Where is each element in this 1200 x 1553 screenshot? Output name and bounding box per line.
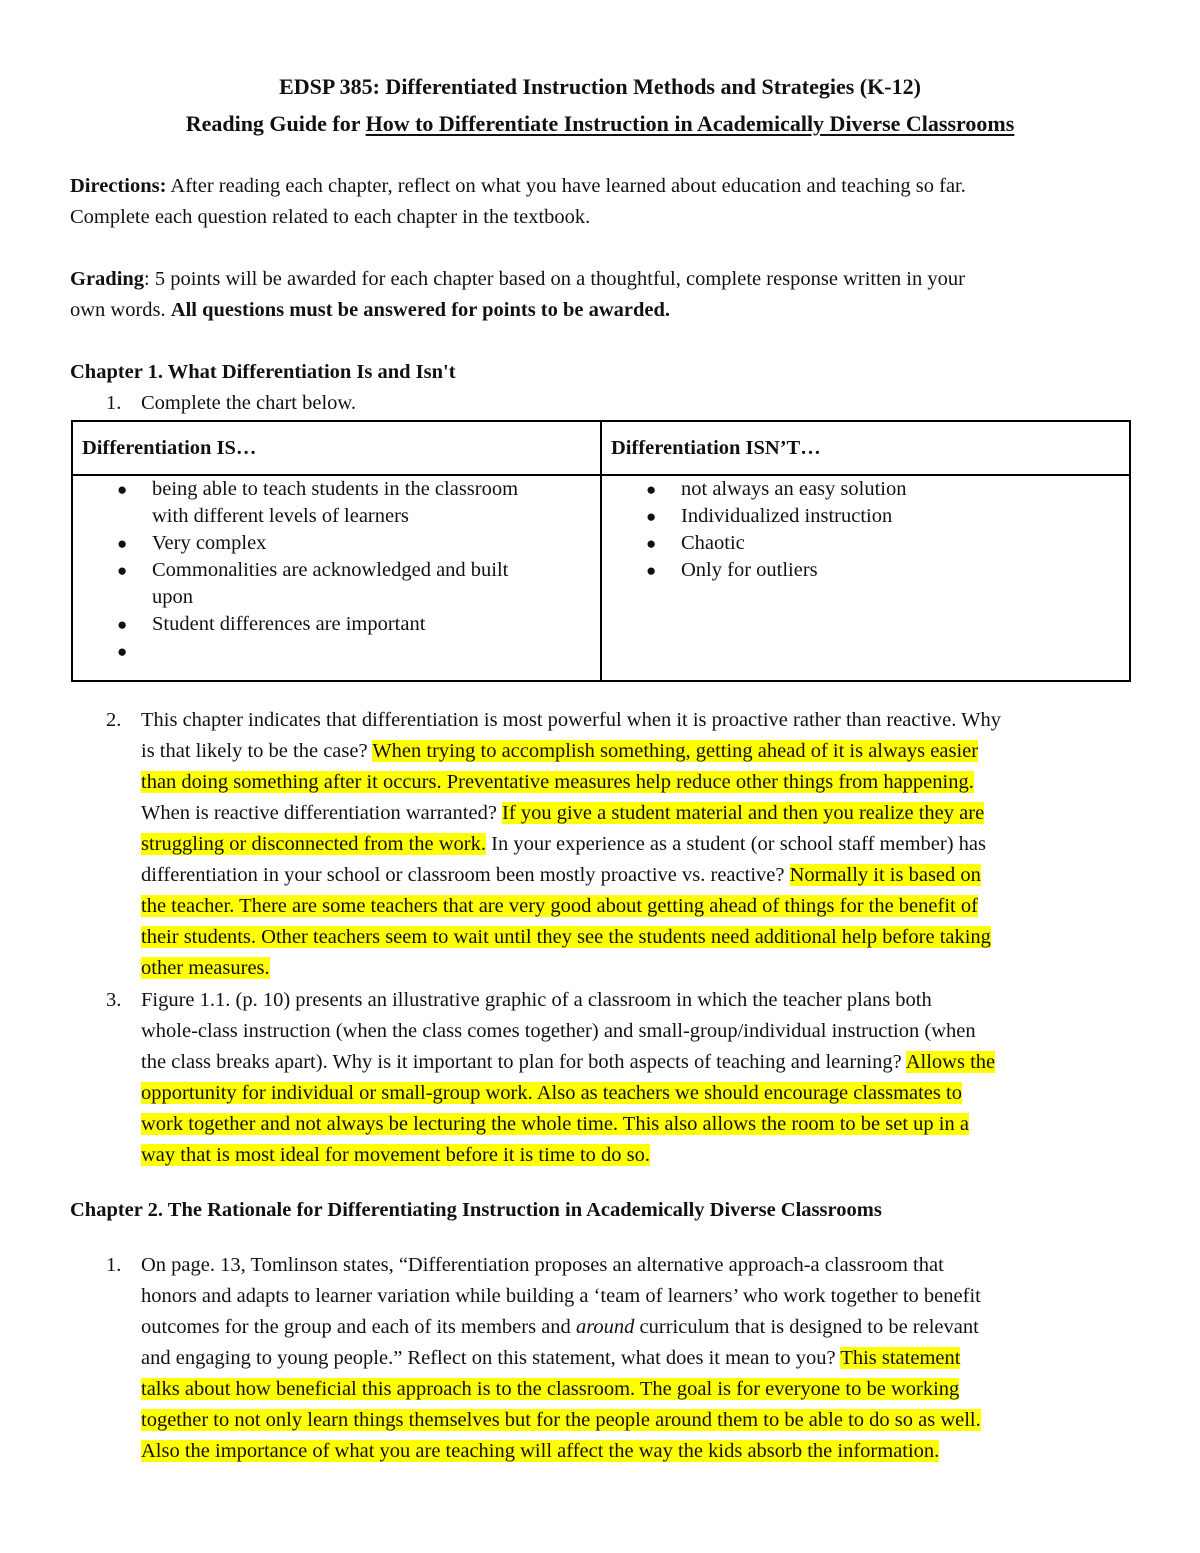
list-item: ● Student differences are important (73, 611, 573, 638)
ch1-q3-line: the class breaks apart). Why is it important to plan for both aspects of teaching and learning? Allows the (141, 1051, 996, 1073)
answer-highlight: This statement (840, 1347, 961, 1369)
ch1-q2-line: is that likely to be the case? When trying to accomplish something, getting ahead of it is always easier (141, 740, 979, 762)
ch1-q2-number: 2. (106, 709, 122, 731)
ch2-q1-line: and engaging to young people.” Reflect on this statement, what does it mean to you? This statement (141, 1347, 961, 1369)
answer-highlight: than doing something after it occurs. Preventative measures help reduce other things from happening. (141, 771, 974, 793)
ch1-q2-line: differentiation in your school or classroom been mostly proactive vs. reactive? Normally it is based on (141, 864, 981, 886)
answer-highlight: If you give a student material and then you realize they are (502, 802, 985, 824)
ch2-q1-line: On page. 13, Tomlinson states, “Differentiation proposes an alternative approach-a classroom that (141, 1254, 944, 1276)
answer-highlight: other measures. (141, 957, 270, 979)
directions-text-1: After reading each chapter, reflect on what you have learned about education and teaching so far. (166, 175, 966, 197)
bullet-icon: ● (117, 534, 128, 553)
ch1-q2-line (141, 922, 1141, 953)
ch2-q1-line: outcomes for the group and each of its members and around curriculum that is designed to be relevant (141, 1316, 979, 1338)
list-item: ● Commonalities are acknowledged and built upon (117, 559, 509, 608)
ch2-q1-line (141, 1405, 1141, 1436)
ch1-q1-number: 1. (106, 392, 122, 414)
ch1-q3-line (141, 1109, 1141, 1140)
answer-highlight: Normally it is based on (789, 864, 981, 886)
bullet-icon: ● (117, 561, 128, 580)
grading-line-1 (70, 264, 1140, 295)
list-item: ● Individualized instruction (602, 503, 1129, 530)
list-item: ● Only for outliers (602, 557, 1129, 584)
directions-line-2: Complete each question related to each chapter in the textbook. (70, 206, 591, 228)
list-item: ● not always an easy solution (602, 476, 1129, 503)
directions-line-1 (70, 171, 1140, 202)
reading-guide-title (0, 106, 1200, 142)
bullet-icon: ● (117, 480, 128, 499)
ch1-q3-line (141, 1140, 1141, 1171)
ch2-q1-line: honors and adapts to learner variation while building a ‘team of learners’ who work together to benefit (141, 1285, 981, 1307)
isnt-list (602, 476, 1129, 584)
chart-header-isnt: Differentiation ISN’T… (601, 421, 1130, 475)
chart-header-is: Differentiation IS… (72, 421, 601, 475)
ch1-q2-line: This chapter indicates that differentiation is most powerful when it is proactive rather than reactive. Why (141, 709, 1001, 731)
answer-highlight: work together and not always be lecturing the whole time. This also allows the room to be set up in a (141, 1113, 969, 1135)
ch1-q2-line (141, 953, 1141, 984)
ch2-q1-line (141, 1374, 1141, 1405)
answer-highlight: Also the importance of what you are teaching will affect the way the kids absorb the information. (141, 1440, 940, 1462)
differentiation-chart (71, 420, 1131, 682)
answer-highlight: struggling or disconnected from the work. (141, 833, 487, 855)
ch1-q2-line (141, 891, 1141, 922)
list-item: ● being able to teach students in the classroom with different levels of learners (117, 478, 519, 527)
ch1-q2-line: struggling or disconnected from the work. In your experience as a student (or school staff member) has (141, 833, 987, 855)
ch2-q1-number: 1. (106, 1254, 122, 1276)
ch2-q1-line (141, 1436, 1141, 1467)
ch1-q2-line (141, 767, 1141, 798)
answer-highlight: their students. Other teachers seem to wait until they see the students need additional help before taking (141, 926, 991, 948)
answer-highlight: together to not only learn things themselves but for the people around them to be able to do so as well. (141, 1409, 981, 1431)
answer-highlight: way that is most ideal for movement before it is time to do so. (141, 1144, 650, 1166)
answer-highlight: the teacher. There are some teachers that are very good about getting ahead of things for the benefit of (141, 895, 978, 917)
bullet-icon: ● (646, 480, 657, 499)
chapter-1-heading: Chapter 1. What Differentiation Is and Isn't (70, 361, 456, 383)
list-item: ● Very complex (73, 530, 573, 557)
grading-label: Grading (70, 268, 145, 290)
ch1-q3-line: whole-class instruction (when the class comes together) and small-group/individual instruction (when (141, 1020, 976, 1042)
is-list (73, 476, 573, 665)
answer-highlight: Allows the (905, 1051, 996, 1073)
bullet-icon: ● (117, 642, 128, 661)
grading-text-1: : 5 points will be awarded for each chapter based on a thoughtful, complete response written in your (144, 268, 965, 290)
bullet-icon: ● (646, 561, 657, 580)
bullet-icon: ● (646, 534, 657, 553)
grading-requirement: All questions must be answered for points to be awarded. (170, 299, 671, 321)
ch1-q3-line (141, 1078, 1141, 1109)
title-prefix: Reading Guide for (185, 111, 366, 136)
answer-highlight: opportunity for individual or small-group work. Also as teachers we should encourage classmates to (141, 1082, 962, 1104)
chart-cell-is (72, 475, 601, 681)
grading-line-2 (70, 295, 1140, 326)
chapter-2-heading: Chapter 2. The Rationale for Differentiating Instruction in Academically Diverse Classrooms (70, 1199, 882, 1221)
ch1-q3-number: 3. (106, 989, 122, 1011)
chart-cell-isnt (601, 475, 1130, 681)
answer-highlight: talks about how beneficial this approach is to the classroom. The goal is for everyone to be working (141, 1378, 960, 1400)
book-title: How to Differentiate Instruction in Academically Diverse Classrooms (365, 111, 1015, 136)
list-item-empty (73, 638, 573, 665)
course-title: EDSP 385: Differentiated Instruction Methods and Strategies (K-12) (279, 74, 921, 99)
bullet-icon: ● (646, 507, 657, 526)
ch1-q2-line: When is reactive differentiation warranted? If you give a student material and then you realize they are (141, 802, 985, 824)
list-item: ● Chaotic (602, 530, 1129, 557)
grading-text-2: own words. (70, 299, 171, 321)
directions-label: Directions: (70, 175, 167, 197)
emphasis-word: around (575, 1316, 635, 1338)
ch1-q1-text: Complete the chart below. (141, 392, 356, 414)
bullet-icon: ● (117, 615, 128, 634)
ch1-q3-line: Figure 1.1. (p. 10) presents an illustrative graphic of a classroom in which the teacher plans both (141, 989, 932, 1011)
answer-highlight: When trying to accomplish something, getting ahead of it is always easier (372, 740, 979, 762)
